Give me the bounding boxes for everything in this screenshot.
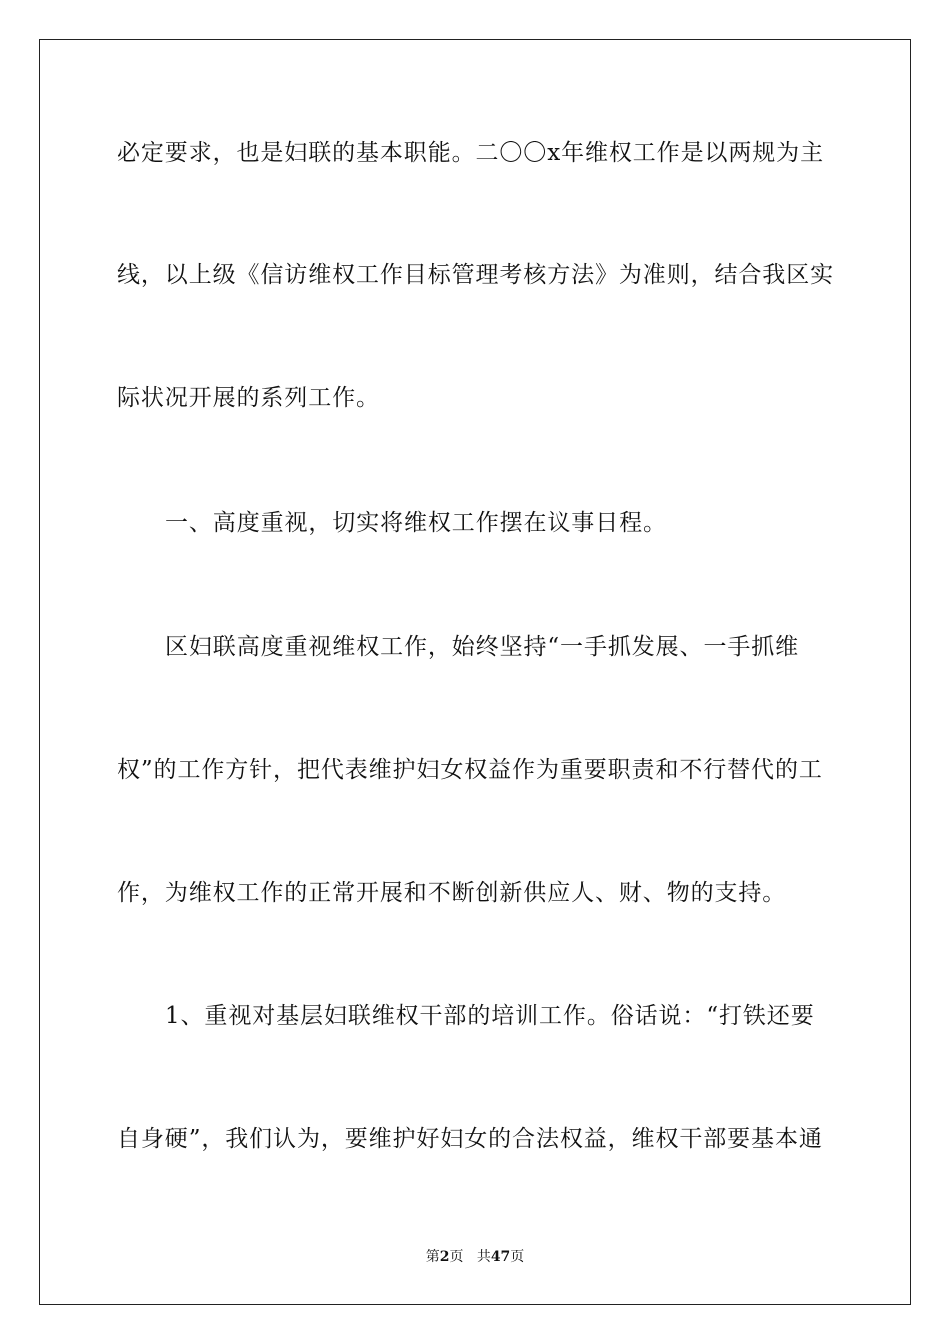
text-line: 作，为维权工作的正常开展和不断创新供应人、财、物的支持。 (117, 880, 787, 906)
text-line: 区妇联高度重视维权工作，始终坚持“一手抓发展、一手抓维 (165, 634, 800, 660)
text-line: 权”的工作方针，把代表维护妇女权益作为重要职责和不行替代的工 (117, 757, 823, 783)
text-line: 必定要求，也是妇联的基本职能。二〇〇x年维权工作是以两规为主 (117, 140, 824, 166)
total-pages: 47 (490, 1249, 511, 1265)
page-footer (0, 1248, 950, 1266)
footer-total-suffix: 页 (510, 1249, 525, 1265)
text-line: 线，以上级《信访维权工作目标管理考核方法》为准则，结合我区实 (117, 262, 834, 288)
page-number: 2 (439, 1249, 450, 1265)
section-heading: 一、高度重视，切实将维权工作摆在议事日程。 (165, 510, 667, 536)
page-frame (39, 39, 911, 1305)
footer-total-prefix: 共 (476, 1249, 491, 1265)
text-line: 自身硬”，我们认为，要维护好妇女的合法权益，维权干部要基本通 (117, 1126, 823, 1152)
footer-prefix: 第 (425, 1249, 440, 1265)
text-line: 际状况开展的系列工作。 (117, 385, 380, 411)
text-line: 1、重视对基层妇联维权干部的培训工作。俗话说：“打铁还要 (165, 1003, 815, 1029)
footer-page-suffix: 页 (449, 1249, 464, 1265)
